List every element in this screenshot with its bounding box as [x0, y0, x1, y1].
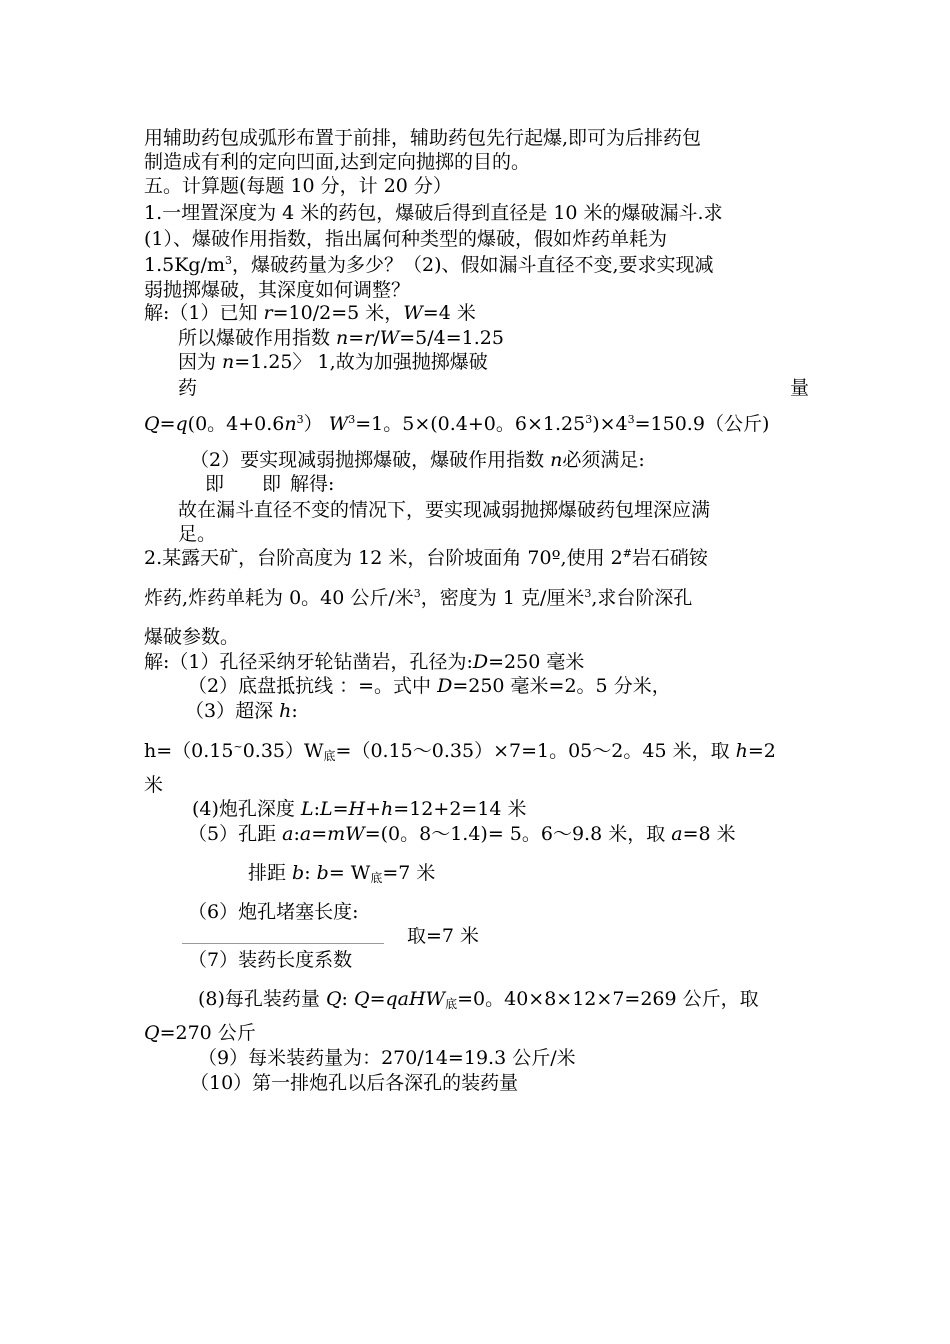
question-1-line: 弱抛掷爆破，其深度如何调整？	[144, 279, 411, 301]
solution-2-item: Q=270 公斤	[144, 1022, 256, 1044]
question-2-line: 炸药,炸药单耗为 0。40 公斤/米$^3$，密度为 1 克/厘米$^3$,求台阶深孔	[144, 587, 693, 609]
paragraph-line: 用辅助药包成弧形布置于前排，辅助药包先行起爆,即可为后排药包	[144, 127, 702, 149]
solution-1-yao: 药	[178, 377, 198, 399]
paragraph-line: 制造成有利的定向凹面,达到定向抛掷的目的。	[144, 151, 531, 173]
solution-2-item: (4)炮孔深度 L:L=H+h=12+2=14 米	[192, 798, 527, 820]
question-2-line: 爆破参数。	[144, 626, 240, 648]
fraction-rule	[182, 943, 384, 944]
solution-1-index: 所以爆破作用指数 n=r/W=5/4=1.25	[178, 327, 504, 349]
question-1-line: (1）、爆破作用指数，指出属何种类型的爆破，假如炸药单耗为	[144, 228, 668, 250]
question-1-line: 1.一埋置深度为 4 米的药包，爆破后得到直径是 10 米的爆破漏斗.求	[144, 202, 723, 224]
solution-1-conclusion: 故在漏斗直径不变的情况下，要实现减弱抛掷爆破药包埋深应满	[178, 499, 711, 521]
solution-2-item: 排距 b: $b= W_底=7$ 米	[248, 862, 436, 885]
solution-2-item: （7）装药长度系数	[188, 949, 353, 971]
solution-1-ji: 即	[262, 473, 282, 495]
solution-2-item: (8)每孔装药量 Q: Q=qaHW$_底$=0。40×8×12×7=269 公斤，取	[198, 988, 759, 1011]
charge-formula: Q=q(0。$4+0.6n^3$） $W^3=1$。5×(0.4+0。$6\times 1.25^3)\times 4^3=150.9$（公斤)	[144, 413, 770, 435]
question-1-line: $1.5Kg/m^3$，爆破药量为多少？（2)、假如漏斗直径不变,要求实现减	[144, 254, 714, 276]
solution-2-item: （10）第一排炮孔以后各深孔的装药量	[190, 1072, 519, 1094]
subdrilling-unit: 米	[144, 774, 164, 796]
solution-1-part2: （2）要实现减弱抛掷爆破，爆破作用指数 n必须满足:	[190, 449, 645, 471]
solution-1-ji: 即	[205, 473, 225, 495]
solution-2-item: （2）底盘抵抗线 ：=。式中 D=250 毫米=2。5 分米，	[188, 675, 671, 697]
subdrilling-formula: $h=(0.15^\sim 0.35)W_底=(0.15\sim 0.35)\times 7=1$。05～2。45 米，取 h=2	[144, 740, 776, 763]
stemming-value: 取=7 米	[407, 925, 480, 947]
solution-2-item: 解:（1）孔径采纳牙轮钻凿岩，孔径为:D=250 毫米	[144, 651, 585, 673]
question-2-line: 2.某露天矿，台阶高度为 12 米，台阶坡面角 70º,使用 2#岩石硝铵	[144, 547, 708, 569]
section-heading: 五。计算题(每题 10 分，计 20 分）	[144, 175, 452, 197]
solution-1-because: 因为 n=1.25〉 1,故为加强抛掷爆破	[178, 351, 488, 373]
solution-1-conclusion: 足。	[178, 523, 217, 545]
solution-2-item: （6）炮孔堵塞长度:	[188, 901, 359, 923]
solution-2-item: （9）每米装药量为：270/14=19.3 公斤/米	[198, 1047, 576, 1069]
solution-2-item: （3）超深 h:	[185, 700, 298, 722]
solution-1-liang: 量	[790, 377, 810, 399]
solution-1-solve: 解得:	[290, 473, 335, 495]
solution-2-item: （5）孔距 a:a=mW=(0。8～1.4)= 5。6～9.8 米，取 a=8 米	[188, 823, 736, 845]
solution-1-known: 解:（1）已知 r=10/2=5 米，W=4 米	[144, 302, 476, 324]
